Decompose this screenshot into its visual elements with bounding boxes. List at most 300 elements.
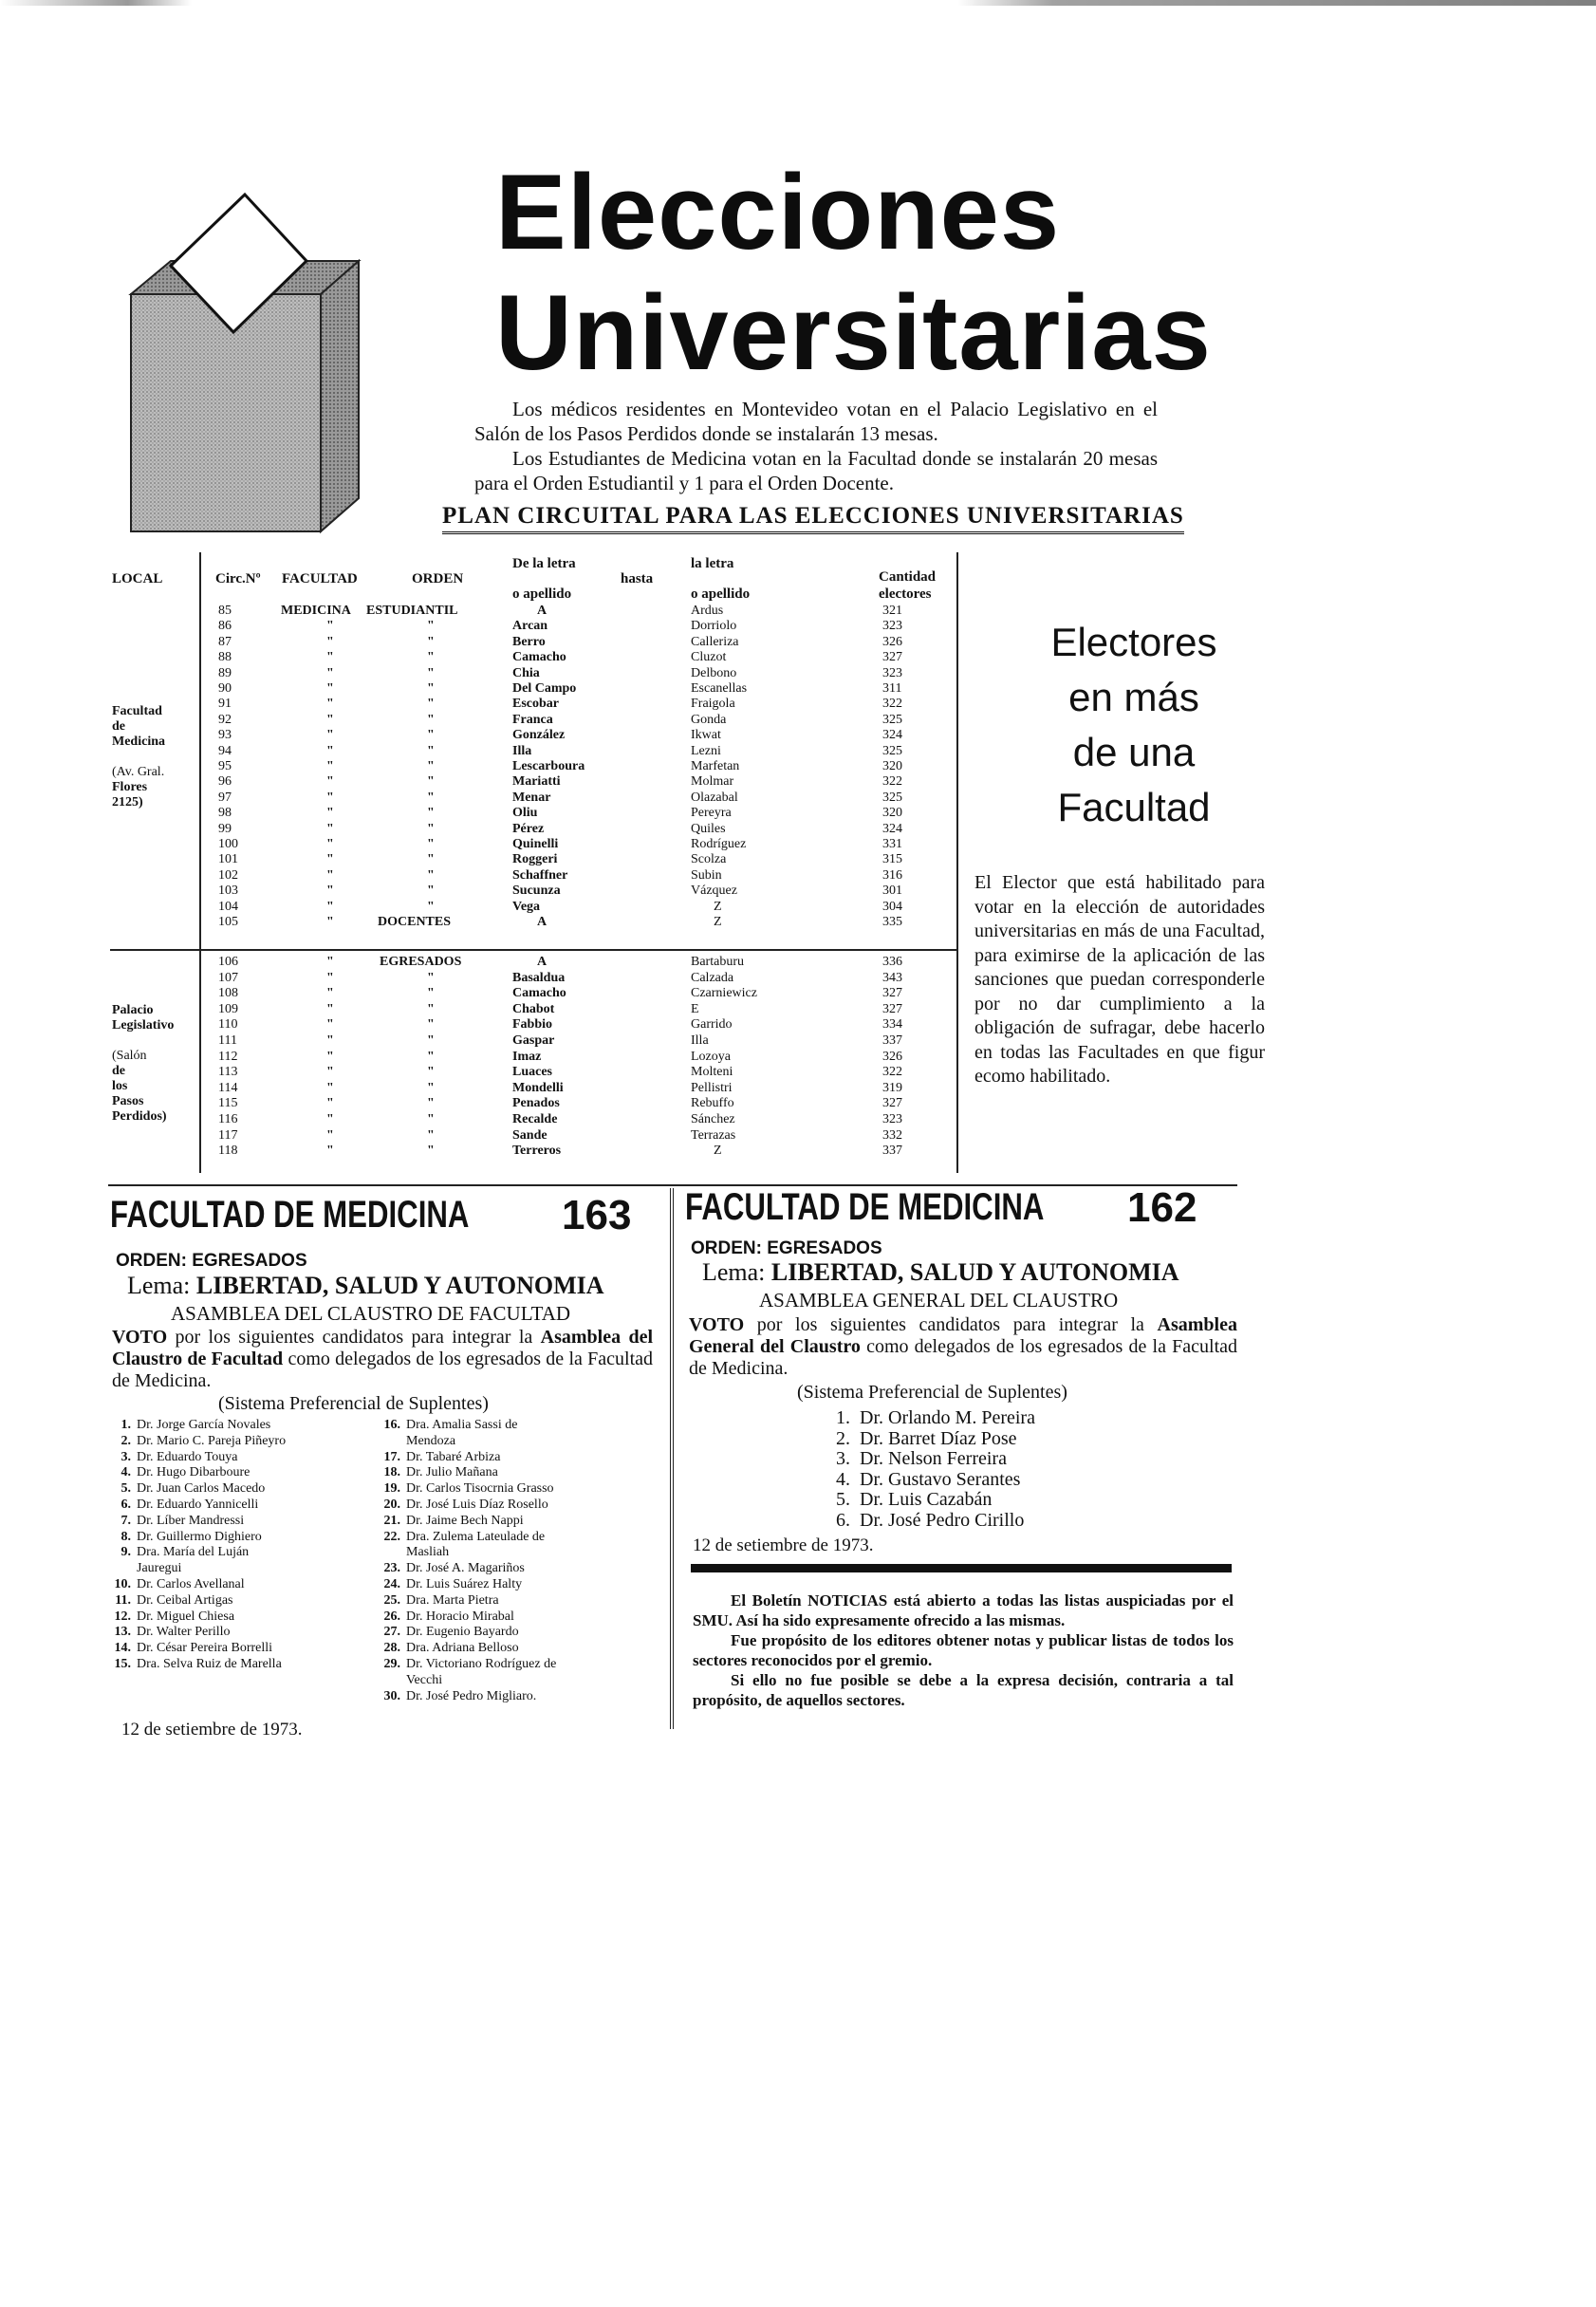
table-cell-orden: " [427, 1112, 435, 1126]
table-cell-desde: A [537, 604, 547, 618]
sidebar-title-line: Facultad [1057, 785, 1211, 829]
candidate-name: Dra. Zulema Lateulade de [406, 1529, 546, 1544]
table-cell-circ: 108 [218, 986, 238, 1001]
candidate-item [106, 1465, 391, 1481]
header-desde-2: o apellido [512, 586, 572, 602]
intro-paragraph-1: Los médicos residentes en Montevideo votan en el Palacio Legislativo en el Salón de los Pasos Perdidos donde se instalarán 13 mesas. [474, 398, 1158, 445]
candidate-number: 29. [383, 1656, 400, 1671]
table-cell-circ: 96 [218, 774, 232, 790]
table-cell-orden: " [427, 986, 435, 1001]
ad-left-heading: FACULTAD DE MEDICINA [110, 1194, 470, 1236]
candidate-number: 9. [121, 1545, 131, 1560]
candidate-item [106, 1418, 391, 1434]
ad-right-asamblea: ASAMBLEA GENERAL DEL CLAUSTRO [759, 1289, 1119, 1312]
candidate-number: 17. [383, 1449, 400, 1464]
candidate-number: 7. [121, 1513, 131, 1528]
table-cell-cant: 301 [882, 884, 902, 899]
candidate-name: Masliah [406, 1545, 450, 1560]
table-cell-hasta: Z [714, 899, 722, 914]
table-cell-fac: " [326, 1080, 334, 1095]
header-facultad: FACULTAD [282, 571, 358, 586]
scan-edge-mark [0, 0, 1596, 6]
table-cell-circ: 118 [218, 1144, 238, 1159]
table-cell-circ: 112 [218, 1049, 238, 1064]
candidate-number: 30. [383, 1688, 400, 1703]
voto-text: por los siguientes candidatos para integrar la [756, 1314, 1144, 1335]
table-cell-orden: " [427, 774, 435, 790]
ad-right-heading: FACULTAD DE MEDICINA [685, 1186, 1045, 1228]
table-cell-cant: 321 [882, 604, 902, 618]
table-cell-cant: 325 [882, 743, 902, 758]
table-cell-cant: 323 [882, 619, 902, 634]
notice-paragraph: El Boletín NOTICIAS está abierto a todas las listas auspiciadas por el SMU. Así ha sido expresamente ofrecido a las mismas. [693, 1591, 1234, 1629]
table-cell-fac: " [326, 1017, 334, 1033]
table-cell-cant: 327 [882, 650, 902, 665]
candidate-name: Dra. Selva Ruiz de Marella [137, 1656, 282, 1671]
table-cell-fac: " [326, 1033, 334, 1048]
candidate-item [376, 1450, 660, 1466]
local-label-line [112, 1033, 174, 1049]
ad-left-date: 12 de setiembre de 1973. [121, 1720, 303, 1740]
table-cell-orden: " [427, 1049, 435, 1064]
candidate-item [376, 1434, 660, 1450]
ad-right-number: 162 [1127, 1184, 1197, 1231]
candidate-item [106, 1593, 391, 1609]
candidate-number: 5. [836, 1489, 850, 1510]
table-cell-desde: Camacho [512, 650, 566, 665]
sidebar-title-line: de una [1072, 730, 1196, 774]
sidebar-title-line: Electores [1050, 620, 1217, 664]
local-label-line: de [112, 719, 125, 734]
table-cell-hasta: Subin [691, 867, 722, 883]
table-cell-desde: A [537, 915, 547, 929]
candidate-number: 2. [121, 1433, 131, 1448]
candidate-number: 22. [383, 1529, 400, 1544]
table-cell-circ: 104 [218, 899, 238, 914]
candidate-item [822, 1429, 1201, 1450]
table-cell-fac: " [326, 681, 334, 696]
candidate-item [376, 1673, 660, 1689]
table-cell-orden: ESTUDIANTIL [366, 604, 458, 618]
table-cell-circ: 93 [218, 728, 232, 743]
table-cell-fac: " [326, 697, 334, 712]
local-label-line: Palacio [112, 1003, 154, 1017]
table-cell-desde: Recalde [512, 1112, 558, 1126]
candidate-number: 3. [836, 1448, 850, 1469]
table-cell-fac: " [326, 665, 334, 680]
lema-label: Lema: [702, 1258, 766, 1286]
table-cell-fac: " [326, 955, 334, 969]
candidate-item [106, 1450, 391, 1466]
table-cell-hasta: Quiles [691, 821, 726, 836]
ad-left-asamblea: ASAMBLEA DEL CLAUSTRO DE FACULTAD [171, 1302, 571, 1325]
intro-paragraph-2: Los Estudiantes de Medicina votan en la Facultad donde se instalarán 20 mesas para el Orden Estudiantil y 1 para el Orden Docente. [474, 447, 1158, 494]
candidate-item [106, 1577, 391, 1593]
table-cell-hasta: Marfetan [691, 759, 740, 773]
table-cell-hasta: Olazabal [691, 790, 738, 805]
table-cell-desde: Schaffner [512, 867, 568, 883]
table-cell-cant: 332 [882, 1127, 902, 1143]
table-cell-cant: 322 [882, 774, 902, 790]
candidate-item [822, 1511, 1201, 1532]
table-cell-hasta: Molmar [691, 774, 734, 790]
ad-right-candidates [822, 1408, 1201, 1531]
table-cell-circ: 116 [218, 1112, 238, 1126]
table-cell-orden: " [427, 728, 435, 743]
voto-word: VOTO [689, 1314, 745, 1335]
table-cell-circ: 113 [218, 1065, 238, 1080]
table-cell-cant: 322 [882, 697, 902, 712]
ad-left-voto [112, 1327, 653, 1392]
candidate-number: 25. [383, 1592, 400, 1608]
candidate-item [376, 1514, 660, 1530]
table-cell-desde: Terreros [512, 1144, 562, 1159]
table-cell-fac: " [326, 759, 334, 773]
table-cell-circ: 95 [218, 759, 232, 773]
candidate-number: 18. [383, 1465, 400, 1480]
candidate-name: Dr. José Luis Díaz Rosello [406, 1497, 548, 1512]
ballot-box-illustration [112, 152, 397, 550]
table-cell-circ: 103 [218, 884, 238, 899]
candidate-number: 5. [121, 1481, 131, 1497]
table-cell-fac: " [326, 970, 334, 985]
table-cell-desde: Oliu [512, 806, 538, 821]
table-cell-fac: " [326, 1127, 334, 1143]
ads-column-rule [670, 1188, 674, 1729]
candidate-item [106, 1545, 391, 1561]
table-cell-circ: 90 [218, 681, 232, 696]
table-cell-hasta: Cluzot [691, 650, 727, 665]
local-label-line: Medicina [112, 735, 165, 749]
table-cell-circ: 87 [218, 634, 232, 649]
candidate-name: Dr. Walter Perillo [137, 1625, 231, 1640]
table-cell-cant: 316 [882, 867, 902, 883]
candidate-number: 28. [383, 1641, 400, 1656]
header-circ: Circ.Nº [215, 571, 261, 586]
candidate-item [376, 1689, 660, 1705]
table-cell-desde: Basaldua [512, 970, 566, 985]
table-cell-cant: 323 [882, 665, 902, 680]
table-cell-desde: González [512, 728, 566, 743]
table-cell-desde: Fabbio [512, 1017, 553, 1033]
table-cell-circ: 101 [218, 852, 238, 867]
candidate-name: Dr. César Pereira Borrelli [137, 1641, 273, 1656]
table-cell-cant: 322 [882, 1065, 902, 1080]
table-cell-cant: 319 [882, 1080, 902, 1095]
table-cell-circ: 97 [218, 790, 232, 805]
table-cell-orden: " [427, 1017, 435, 1033]
table-cell-cant: 304 [882, 899, 902, 914]
candidate-name: Dr. Jaime Bech Nappi [406, 1513, 524, 1528]
ad-left-candidates-col2 [376, 1418, 660, 1704]
table-cell-orden: " [427, 759, 435, 773]
candidate-name: Dr. Barret Díaz Pose [860, 1427, 1017, 1449]
candidate-item [106, 1481, 391, 1498]
table-cell-fac: " [326, 1049, 334, 1064]
candidate-number: 3. [121, 1449, 131, 1464]
table-cell-hasta: Gonda [691, 712, 727, 727]
ad-left-sistema: (Sistema Preferencial de Suplentes) [218, 1393, 489, 1414]
candidate-item [822, 1449, 1201, 1470]
candidate-name: Dr. José A. Magariños [406, 1561, 525, 1576]
ads-top-rule [108, 1184, 1237, 1186]
candidate-item [376, 1577, 660, 1593]
table-cell-hasta: Pereyra [691, 806, 732, 821]
table-cell-circ: 86 [218, 619, 232, 634]
table-cell-cant: 336 [882, 955, 902, 969]
table-cell-fac: " [326, 650, 334, 665]
table-cell-cant: 311 [882, 681, 902, 696]
candidate-item [106, 1641, 391, 1657]
voto-word: VOTO [112, 1327, 168, 1348]
lema-text: LIBERTAD, SALUD Y AUTONOMIA [770, 1258, 1179, 1286]
table-cell-circ: 88 [218, 650, 232, 665]
table-cell-fac: " [326, 634, 334, 649]
sidebar-title-line: en más [1068, 675, 1199, 719]
table-cell-circ: 111 [218, 1033, 237, 1048]
voto-bold: Asamblea General del Claustro [689, 1314, 1237, 1357]
table-cell-desde: Luaces [512, 1065, 552, 1080]
notice-rule [691, 1564, 1232, 1572]
table-cell-desde: Arcan [512, 619, 548, 634]
page-title-line2: Universitarias [495, 273, 1212, 392]
local-label-line: 2125) [112, 795, 143, 809]
table-cell-hasta: E [691, 1001, 699, 1016]
candidate-name: Dr. Jorge García Novales [137, 1418, 271, 1432]
ad-left-candidates-col1 [106, 1418, 391, 1673]
table-cell-cant: 326 [882, 634, 902, 649]
header-orden: ORDEN [412, 571, 464, 586]
table-cell-desde: Gaspar [512, 1033, 555, 1048]
candidate-name: Dr. Gustavo Serantes [860, 1468, 1021, 1490]
table-cell-circ: 114 [218, 1080, 238, 1095]
candidate-name: Dr. Julio Mañana [406, 1465, 498, 1480]
candidate-item [106, 1561, 391, 1577]
notice-paragraph: Fue propósito de los editores obtener notas y publicar listas de todos los sectores reconocidos por el gremio. [693, 1631, 1234, 1669]
table-cell-desde: Imaz [512, 1049, 542, 1064]
table-cell-orden: " [427, 681, 435, 696]
candidate-number: 15. [114, 1656, 131, 1671]
table-cell-fac: " [326, 1144, 334, 1159]
table-cell-cant: 315 [882, 852, 902, 867]
table-cell-cant: 326 [882, 1049, 902, 1064]
table-cell-desde: Pérez [512, 821, 545, 836]
local-label-line: (Salón [112, 1049, 147, 1063]
table-cell-fac: " [326, 619, 334, 634]
table-cell-hasta: Terrazas [691, 1127, 736, 1143]
candidate-number: 6. [121, 1497, 131, 1512]
voto-text: como delegados de los egresados de la Facultad de Medicina. [112, 1349, 654, 1391]
table-cell-fac: " [326, 884, 334, 899]
table-cell-fac: " [326, 1096, 334, 1111]
table-cell-hasta: Scolza [691, 852, 727, 867]
local-label-line: Facultad [112, 704, 162, 718]
table-cell-desde: Chia [512, 665, 540, 680]
ad-right-lema [702, 1258, 1179, 1287]
table-cell-hasta: Pellistri [691, 1080, 733, 1095]
table-cell-hasta: Rodríguez [691, 837, 747, 851]
table-cell-hasta: Vázquez [691, 884, 737, 899]
table-cell-hasta: Molteni [691, 1065, 733, 1080]
table-cell-desde: Roggeri [512, 852, 558, 867]
local-label-line: (Av. Gral. [112, 765, 165, 779]
voto-bold: Asamblea del Claustro de Facultad [112, 1327, 654, 1369]
table-cell-orden: DOCENTES [378, 915, 452, 929]
table-cell-fac: " [326, 743, 334, 758]
table-cell-fac: " [326, 790, 334, 805]
ad-right-voto [689, 1314, 1237, 1380]
local-label-line: de [112, 1064, 125, 1078]
candidate-name: Dra. María del Luján [137, 1545, 250, 1560]
candidate-item [376, 1465, 660, 1481]
table-cell-desde: Mondelli [512, 1080, 564, 1095]
table-cell-desde: Vega [512, 899, 541, 914]
table-divider [199, 552, 201, 1173]
candidate-number: 27. [383, 1625, 400, 1640]
table-cell-hasta: Z [714, 1144, 722, 1159]
ad-left-number: 163 [562, 1192, 632, 1238]
table-cell-circ: 106 [218, 955, 238, 969]
lema-label: Lema: [127, 1272, 191, 1299]
table-cell-desde: A [537, 955, 547, 969]
table-cell-circ: 99 [218, 821, 232, 836]
table-cell-cant: 343 [882, 970, 902, 985]
table-cell-desde: Chabot [512, 1001, 555, 1016]
table-cell-fac: " [326, 899, 334, 914]
table-cell-fac: MEDICINA [281, 604, 351, 618]
table-cell-circ: 105 [218, 915, 238, 929]
candidate-name: Dr. Tabaré Arbiza [406, 1449, 501, 1464]
candidate-name: Dr. Victoriano Rodríguez de [406, 1656, 557, 1671]
table-cell-circ: 109 [218, 1001, 238, 1016]
table-divider [110, 949, 958, 951]
table-cell-cant: 323 [882, 1112, 902, 1126]
table-cell-cant: 324 [882, 728, 902, 743]
table-cell-orden: " [427, 1033, 435, 1048]
table-cell-hasta: Bartaburu [691, 955, 744, 969]
table-cell-hasta: Czarniewicz [691, 986, 757, 1001]
table-cell-hasta: Lozoya [691, 1049, 731, 1064]
notice-paragraph: Si ello no fue posible se debe a la expresa decisión, contraria a tal propósito, de aquellos sectores. [693, 1671, 1234, 1709]
header-hasta-2: o apellido [691, 586, 751, 602]
table-cell-orden: EGRESADOS [380, 955, 462, 969]
table-cell-fac: " [326, 1001, 334, 1016]
table-cell-orden: " [427, 899, 435, 914]
candidate-name: Dr. Ceibal Artigas [137, 1592, 233, 1608]
table-cell-hasta: Garrido [691, 1017, 733, 1033]
table-cell-cant: 320 [882, 759, 902, 773]
table-cell-hasta: Escanellas [691, 681, 748, 696]
table-cell-desde: Berro [512, 634, 546, 649]
table-divider [956, 552, 958, 1173]
table-cell-orden: " [427, 790, 435, 805]
candidate-item [376, 1561, 660, 1577]
local-label-line: los [112, 1079, 128, 1093]
table-cell-cant: 327 [882, 1001, 902, 1016]
table-cell-fac: " [326, 1112, 334, 1126]
table-cell-desde: Sucunza [512, 884, 561, 899]
candidate-item [106, 1514, 391, 1530]
candidate-item [106, 1530, 391, 1546]
table-cell-orden: " [427, 867, 435, 883]
candidate-number: 12. [114, 1609, 131, 1624]
table-cell-orden: " [427, 970, 435, 985]
table-cell-hasta: Rebuffo [691, 1096, 734, 1111]
candidate-item [376, 1609, 660, 1626]
candidate-name: Dra. Amalia Sassi de [406, 1418, 518, 1432]
notice-block [693, 1591, 1234, 1710]
candidate-item [376, 1530, 660, 1546]
table-cell-cant: 335 [882, 915, 902, 929]
candidate-number: 11. [115, 1592, 131, 1608]
table-cell-cant: 320 [882, 806, 902, 821]
candidate-name: Dr. Nelson Ferreira [860, 1448, 1007, 1469]
table-cell-circ: 100 [218, 837, 238, 851]
candidate-name: Dr. Eduardo Yannicelli [137, 1497, 259, 1512]
local-label-line [112, 750, 165, 765]
table-cell-orden: " [427, 852, 435, 867]
table-cell-orden: " [427, 619, 435, 634]
table-cell-orden: " [427, 1080, 435, 1095]
table-cell-fac: " [326, 806, 334, 821]
header-local: LOCAL [112, 571, 163, 586]
table-cell-cant: 324 [882, 821, 902, 836]
table-cell-orden: " [427, 821, 435, 836]
candidate-name: Vecchi [406, 1672, 443, 1687]
header-desde-1: De la letra [512, 556, 576, 571]
table-cell-fac: " [326, 712, 334, 727]
candidate-number: 2. [836, 1427, 850, 1449]
table-cell-circ: 91 [218, 697, 232, 712]
candidate-name: Dr. Hugo Dibarboure [137, 1465, 251, 1480]
candidate-name: Dr. Orlando M. Pereira [860, 1407, 1035, 1428]
candidate-item [376, 1625, 660, 1641]
candidate-name: Dr. José Pedro Migliaro. [406, 1688, 537, 1703]
table-cell-fac: " [326, 837, 334, 851]
header-cantidad-1: Cantidad [879, 569, 937, 585]
table-cell-orden: " [427, 884, 435, 899]
candidate-item [376, 1481, 660, 1498]
candidate-item [106, 1657, 391, 1673]
local-label-line: Pasos [112, 1094, 144, 1108]
table-cell-desde: Illa [512, 743, 532, 758]
candidate-name: Mendoza [406, 1433, 456, 1448]
local-label-line: Flores [112, 780, 148, 794]
candidate-name: Dr. Juan Carlos Macedo [137, 1481, 266, 1497]
candidate-number: 4. [121, 1465, 131, 1480]
table-cell-circ: 110 [218, 1017, 238, 1033]
candidate-item [106, 1625, 391, 1641]
candidate-number: 20. [383, 1497, 400, 1512]
candidate-name: Dr. Horacio Mirabal [406, 1609, 514, 1624]
candidate-number: 1. [836, 1407, 850, 1428]
local-palacio-legislativo [112, 1003, 174, 1125]
table-cell-fac: " [326, 867, 334, 883]
table-cell-desde: Sande [512, 1127, 547, 1143]
table-cell-hasta: Fraigola [691, 697, 735, 712]
sidebar-title [987, 615, 1281, 835]
candidate-number: 6. [836, 1509, 850, 1531]
table-cell-cant: 331 [882, 837, 902, 851]
candidate-item [822, 1490, 1201, 1511]
table-cell-fac: " [326, 774, 334, 790]
table-cell-orden: " [427, 837, 435, 851]
table-cell-hasta: Lezni [691, 743, 721, 758]
candidate-number: 8. [121, 1529, 131, 1544]
page-title-line1: Elecciones [495, 153, 1061, 271]
table-cell-fac: " [326, 986, 334, 1001]
candidate-name: Dr. José Pedro Cirillo [860, 1509, 1025, 1531]
